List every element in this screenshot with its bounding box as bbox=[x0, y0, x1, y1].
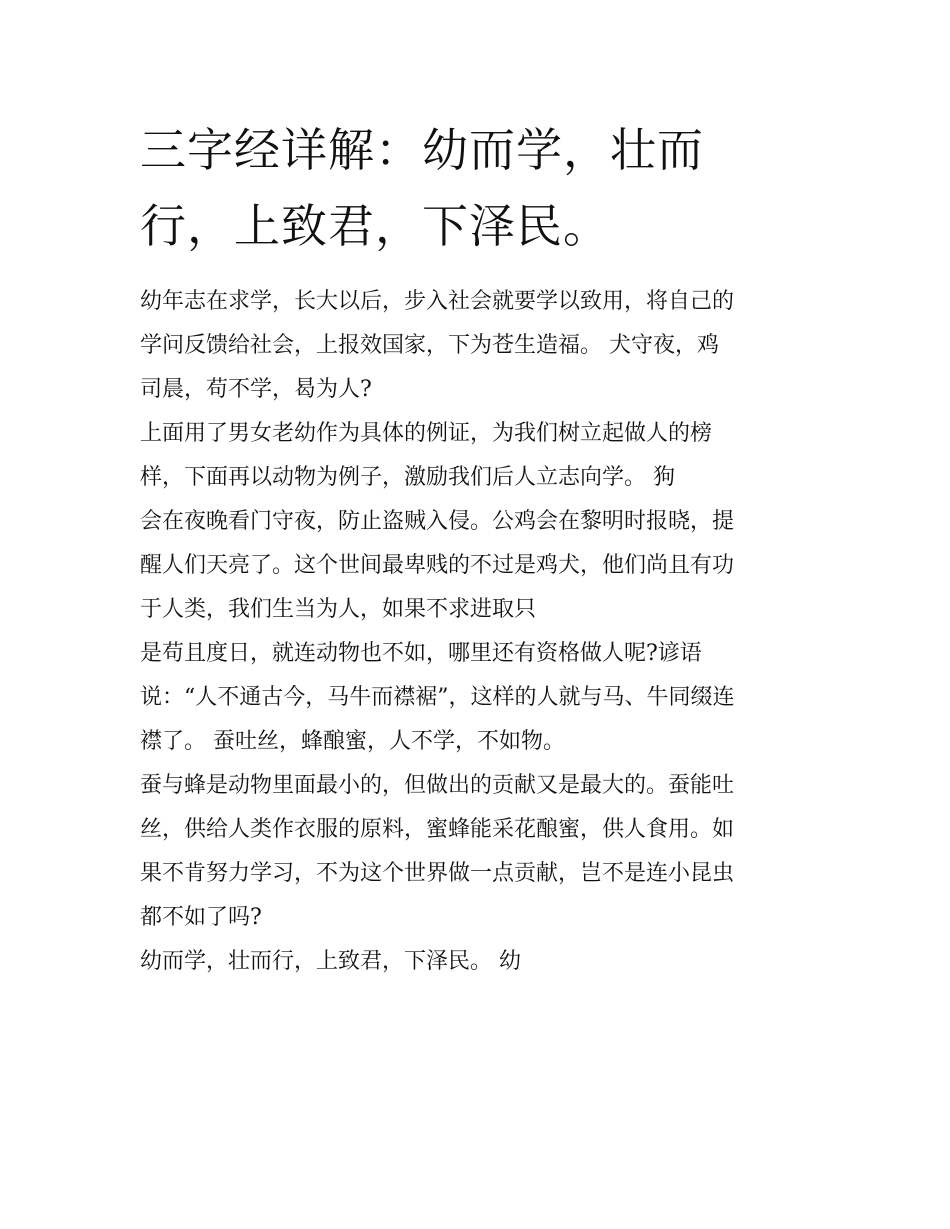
body-line-3: 司晨，苟不学，曷为人? bbox=[140, 377, 372, 402]
body-line-15: 都不如了吗? bbox=[140, 905, 262, 930]
body-line-9: 是苟且度日，就连动物也不如，哪里还有资格做人呢?谚语 bbox=[140, 641, 702, 666]
body-line-7: 醒人们天亮了。这个世间最卑贱的不过是鸡犬，他们尚且有功 bbox=[140, 553, 735, 578]
body-line-2: 学问反馈给社会，上报效国家，下为苍生造福。 犬守夜，鸡 bbox=[140, 333, 719, 358]
title-line-2: 行，上致君，下泽民。 bbox=[140, 199, 610, 253]
body-line-11: 襟了。 蚕吐丝，蜂酿蜜，人不学，不如物。 bbox=[140, 729, 565, 754]
body-line-8: 于人类，我们生当为人，如果不求进取只 bbox=[140, 597, 537, 622]
body-line-4: 上面用了男女老幼作为具体的例证，为我们树立起做人的榜 bbox=[140, 421, 713, 446]
body-text bbox=[140, 280, 820, 984]
page-title bbox=[140, 112, 780, 264]
body-line-6: 会在夜晚看门守夜，防止盗贼入侵。公鸡会在黎明时报晓，提 bbox=[140, 509, 735, 534]
body-line-1: 幼年志在求学，长大以后，步入社会就要学以致用，将自己的 bbox=[140, 289, 735, 314]
body-line-10: 说：“人不通古今，马牛而襟裾”，这样的人就与马、牛同缀连 bbox=[140, 685, 735, 710]
body-line-16: 幼而学，壮而行，上致君，下泽民。 幼 bbox=[140, 949, 521, 974]
body-line-13: 丝，供给人类作衣服的原料，蜜蜂能采花酿蜜，供人食用。如 bbox=[140, 817, 735, 842]
body-line-5: 样，下面再以动物为例子，激励我们后人立志向学。 狗 bbox=[140, 465, 675, 490]
body-line-14: 果不肯努力学习，不为这个世界做一点贡献，岂不是连小昆虫 bbox=[140, 861, 735, 886]
body-line-12: 蚕与蜂是动物里面最小的，但做出的贡献又是最大的。蚕能吐 bbox=[140, 773, 735, 798]
title-line-1: 三字经详解：幼而学，壮而 bbox=[140, 123, 704, 177]
